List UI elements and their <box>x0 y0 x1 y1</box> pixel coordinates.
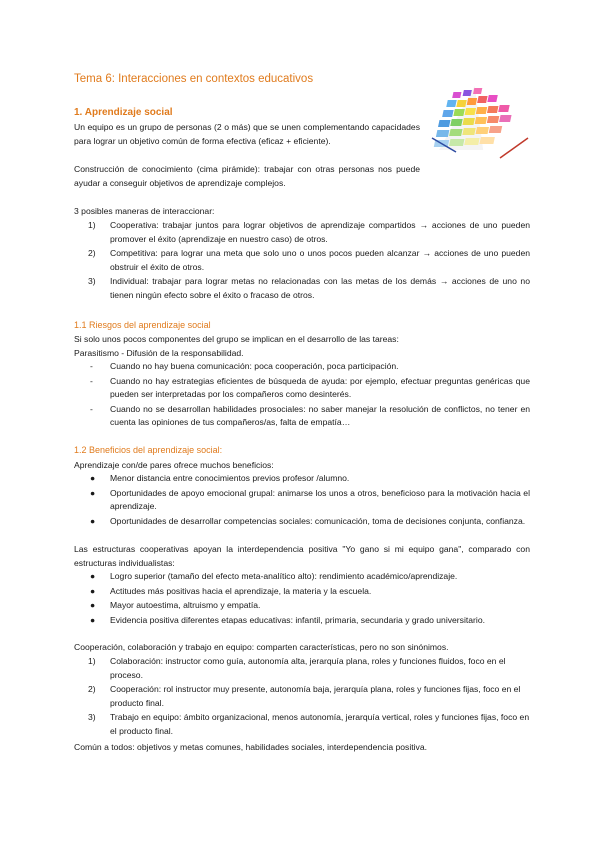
list-item: ● Menor distancia entre conocimientos previos profesor /alumno. <box>90 473 350 483</box>
paragraph-estructuras: Las estructuras cooperativas apoyan la interdependencia positiva "Yo gano si mi equipo gana", comparado con estructuras individualistas: <box>74 544 530 568</box>
paragraph-maneras: 3 posibles maneras de interaccionar: <box>74 206 215 216</box>
risks-list <box>74 360 530 431</box>
list-item: 3) Individual: trabajar para lograr metas no relacionadas con las metas de los demás → acciones de uno no tienen ningún efecto sobre el éxito o fracaso de otros. <box>88 276 530 300</box>
cognitive-pyramid-image <box>426 80 536 160</box>
list-item: ● Evidencia positiva diferentes etapas educativas: infantil, primaria, secundaria y grado universitario. <box>90 614 485 625</box>
list-item: - Cuando no hay buena comunicación: poca cooperación, poca participación. <box>90 361 399 371</box>
list-item: 1) Colaboración: instructor como guía, autonomía alta, jerarquía plana, roles y funciones fluidos, foco en el proceso. <box>88 656 506 680</box>
section-heading-aprendizaje-social: 1. Aprendizaje social <box>74 107 173 118</box>
list-item: 2) Competitiva: para lograr una meta que solo uno o unos pocos pueden alcanzar → acciones de uno pueden obstruir el éxito de otros. <box>88 248 530 272</box>
paragraph-beneficios-intro: Aprendizaje con/de pares ofrece muchos beneficios: <box>74 460 274 470</box>
collaboration-types-list <box>74 655 530 739</box>
section-heading-riesgos: 1.1 Riesgos del aprendizaje social <box>74 320 211 330</box>
list-item: ● Oportunidades de desarrollar competencias sociales: comunicación, toma de decisiones conjunta, confianza. <box>90 515 526 526</box>
list-item: 1) Cooperativa: trabajar juntos para lograr objetivos de aprendizaje compartidos → acciones de uno pueden promover el éxito (aprendizaje en nuestro caso) de otros. <box>88 220 530 244</box>
list-item: - Cuando no se desarrollan habilidades prosociales: no saber manejar la resolución de conflictos, no tener en cuenta las opiniones de tus compañeros/as, falta de empatía… <box>90 403 530 427</box>
paragraph-riesgos-intro: Si solo unos pocos componentes del grupo se implican en el desarrollo de las tareas: <box>74 334 399 344</box>
paragraph-comun: Común a todos: objetivos y metas comunes, habilidades sociales, interdependencia positiva. <box>74 742 428 752</box>
paragraph-construccion: Construcción de conocimiento (cima pirámide): trabajar con otras personas nos puede ayudar a conseguir objetivos de aprendizaje complejos. <box>74 164 420 188</box>
page-title: Tema 6: Interacciones en contextos educativos <box>74 73 314 85</box>
list-item: ● Logro superior (tamaño del efecto meta-analítico alto): rendimiento académico/aprendizaje. <box>90 571 458 581</box>
cooperative-effects-list <box>74 570 530 628</box>
list-item: ● Actitudes más positivas hacia el aprendizaje, la materia y la escuela. <box>90 585 372 596</box>
list-item: ● Oportunidades de apoyo emocional grupal: animarse los unos a otros, beneficioso para la motivación hacia el aprendizaje. <box>90 487 530 511</box>
list-item: ● Mayor autoestima, altruismo y empatía. <box>90 600 261 610</box>
list-item: - Cuando no hay estrategias eficientes de búsqueda de ayuda: por ejemplo, efectuar preguntas genéricas que pueden ser interpretadas por los compañeros como desinterés. <box>90 375 530 399</box>
paragraph-equipo: Un equipo es un grupo de personas (2 o más) que se unen complementando capacidades para lograr un objetivo común de forma efectiva (eficaz + eficiente). <box>74 122 420 146</box>
benefits-list <box>74 472 530 529</box>
section-heading-beneficios: 1.2 Beneficios del aprendizaje social: <box>74 445 223 455</box>
paragraph-cooperacion: Cooperación, colaboración y trabajo en equipo: comparten características, pero no son sinónimos. <box>74 642 449 652</box>
paragraph-parasitismo: Parasitismo - Difusión de la responsabilidad. <box>74 348 244 358</box>
interaction-types-list <box>74 219 530 303</box>
list-item: 2) Cooperación: rol instructor muy presente, autonomía baja, jerarquía plana, roles y funciones fijas, foco en el producto final. <box>88 684 521 708</box>
list-item: 3) Trabajo en equipo: ámbito organizacional, menos autonomía, jerarquía vertical, roles y funciones fijas, foco en el producto final. <box>88 712 530 736</box>
